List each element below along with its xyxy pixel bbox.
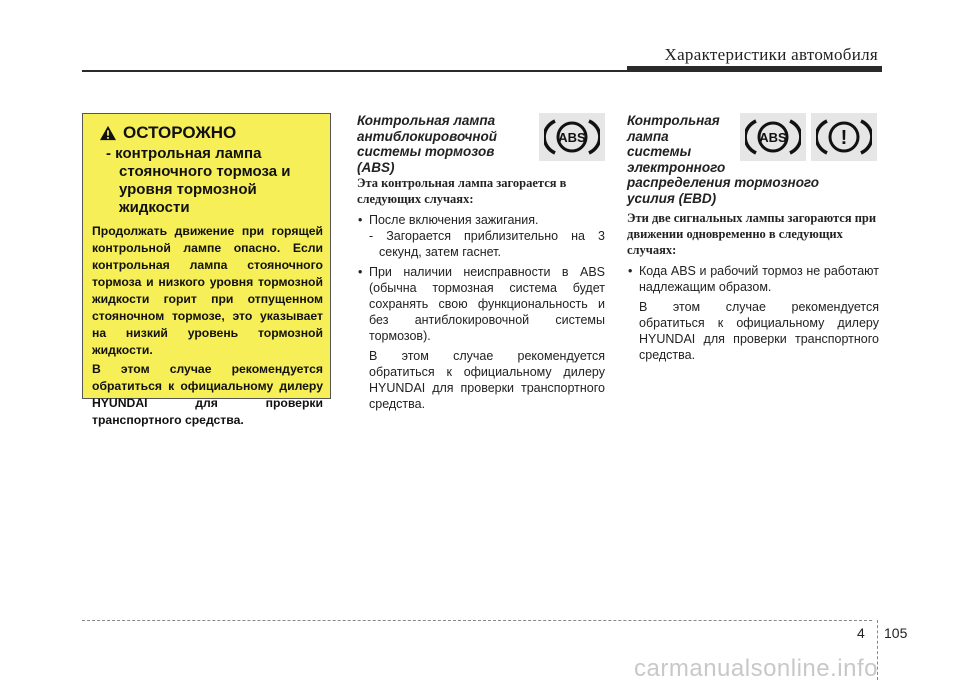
chapter-number: 4 [857,625,865,641]
ebd-title-line-3: системы [627,144,692,159]
header-rule-accent [627,66,882,72]
abs-intro: Эта контрольная лампа загорается в следующих случаях: [357,176,567,206]
ebd-bullet-1 [627,263,879,295]
warning-box [82,113,331,427]
ebd-abs-icon-text: ABS [759,130,787,145]
footer-dashed-rule [82,620,872,621]
warning-title: ОСТОРОЖНО [123,123,237,142]
abs-title-line-4: (ABS) [357,159,395,175]
page-header-title: Характеристики автомобиля [664,45,878,64]
bullet-glyph: • [358,265,363,279]
ebd-title-line-5: распределения тормозного [627,175,820,190]
watermark: carmanualsonline.info [634,655,878,682]
abs-icon-text: ABS [558,130,586,145]
warning-header [99,123,323,143]
page-number: 105 [884,625,908,641]
bullet-glyph: • [628,264,633,278]
ebd-abs-warning-light-icon [740,113,806,161]
ebd-intro: Эти две сигнальных лампы загораются при движении одновременно в следующих случаях: [627,211,877,257]
abs-title-line-1: Контрольная лампа [357,113,496,128]
ebd-bullet-1-note: В этом случае рекомендуется обратиться к официальному дилеру HYUNDAI для проверки транспортного средства. [639,300,879,362]
abs-bullet-1-text: После включения зажигания. [369,213,539,227]
warning-paragraph-1: Продолжать движение при горящей контрольной лампе опасно. Если контрольная лампа стояночного тормоза и низкого уровня тормозной жидкости горит при отпущенном стояночном тормозе, это указывает на низкий уровень тормозной жидкости. [92,224,323,357]
abs-title-line-2: антиблокировочной [357,128,498,144]
brake-icon-text: ! [840,127,848,149]
abs-bullet-2 [357,264,605,344]
abs-bullet-2-note: В этом случае рекомендуется обратиться к официальному дилеру HYUNDAI для проверки транспортного средства. [369,349,605,411]
brake-exclamation-icon [816,117,872,157]
abs-warning-light-icon [539,113,605,161]
abs-bullet-2-text: При наличии неисправности в ABS (обычна тормозная система будет сохранять свою функциональность и без антиблокировочной системы тормозов). [369,265,605,343]
brake-warning-light-icon [811,113,877,161]
ebd-title-line-4: электронного [627,159,726,175]
ebd-title-line-2: лампа [627,128,669,144]
abs-icon [745,117,801,157]
abs-icon [544,117,600,157]
warning-triangle-icon [99,125,117,141]
warning-paragraph-2: В этом случае рекомендуется обратиться к официальному дилеру HYUNDAI для проверки транспортного средства. [92,362,323,427]
abs-title-line-3: системы тормозов [357,144,495,159]
abs-bullet-1-sub: - Загорается приблизительно на 3 секунд, затем гаснет. [369,229,605,259]
ebd-title-line-6: усилия (EBD) [627,190,717,206]
bullet-glyph: • [358,213,363,227]
warning-subtitle: - контрольная лампа стояночного тормоза и уровня тормозной жидкости [106,145,291,216]
ebd-bullet-1-text: Кода ABS и рабочий тормоз не работают надлежащим образом. [639,264,879,294]
abs-bullet-1 [357,212,605,228]
ebd-title-line-1: Контрольная [627,113,720,128]
